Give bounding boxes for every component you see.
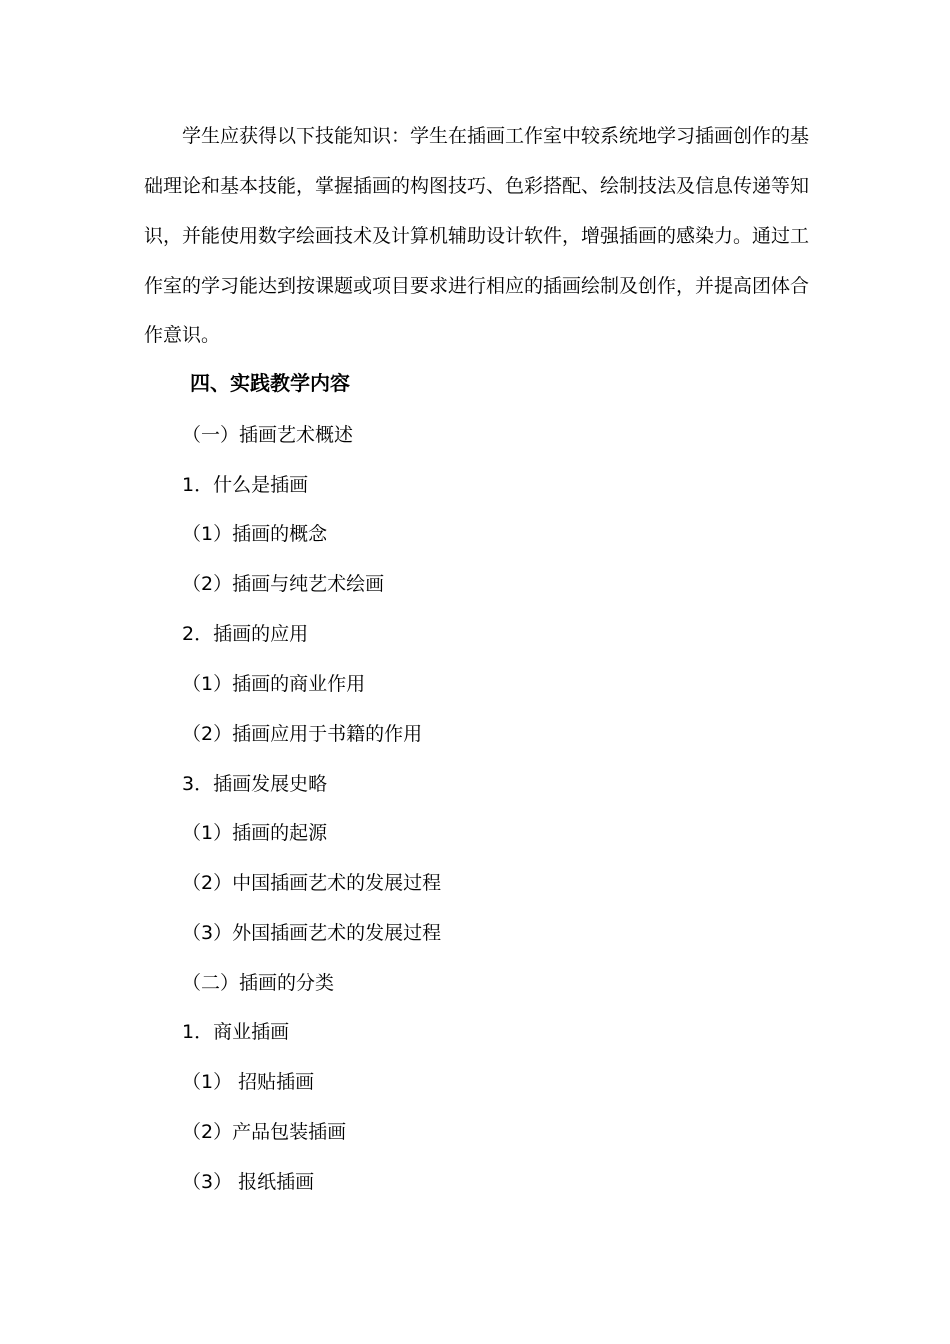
outline-item: （1） 招贴插画 bbox=[182, 1071, 315, 1093]
paragraph-line: 作意识。 bbox=[144, 324, 221, 346]
paragraph-line: 作室的学习能达到按课题或项目要求进行相应的插画绘制及创作，并提高团体合 bbox=[144, 275, 810, 297]
outline-item: （2）中国插画艺术的发展过程 bbox=[182, 872, 442, 894]
outline-item: （1）插画的商业作用 bbox=[182, 673, 366, 695]
outline-item: （1）插画的起源 bbox=[182, 822, 328, 844]
outline-item: 3．插画发展史略 bbox=[182, 773, 328, 795]
paragraph-line: 识，并能使用数字绘画技术及计算机辅助设计软件，增强插画的感染力。通过工 bbox=[144, 225, 810, 247]
paragraph-line: 学生应获得以下技能知识：学生在插画工作室中较系统地学习插画创作的基 bbox=[182, 125, 810, 147]
outline-item: （二）插画的分类 bbox=[182, 972, 335, 994]
outline-item: 1．商业插画 bbox=[182, 1021, 290, 1043]
outline-item: （2）插画与纯艺术绘画 bbox=[182, 573, 385, 595]
outline-item: 2．插画的应用 bbox=[182, 623, 309, 645]
outline-item: （3） 报纸插画 bbox=[182, 1171, 315, 1193]
outline-item: （一）插画艺术概述 bbox=[182, 424, 354, 446]
outline-item: 1．什么是插画 bbox=[182, 474, 309, 496]
paragraph-line: 础理论和基本技能，掌握插画的构图技巧、色彩搭配、绘制技法及信息传递等知 bbox=[144, 175, 810, 197]
section-heading: 四、实践教学内容 bbox=[190, 371, 350, 395]
outline-item: （2）插画应用于书籍的作用 bbox=[182, 723, 423, 745]
outline-item: （2）产品包装插画 bbox=[182, 1121, 347, 1143]
outline-item: （1）插画的概念 bbox=[182, 523, 328, 545]
outline-item: （3）外国插画艺术的发展过程 bbox=[182, 922, 442, 944]
